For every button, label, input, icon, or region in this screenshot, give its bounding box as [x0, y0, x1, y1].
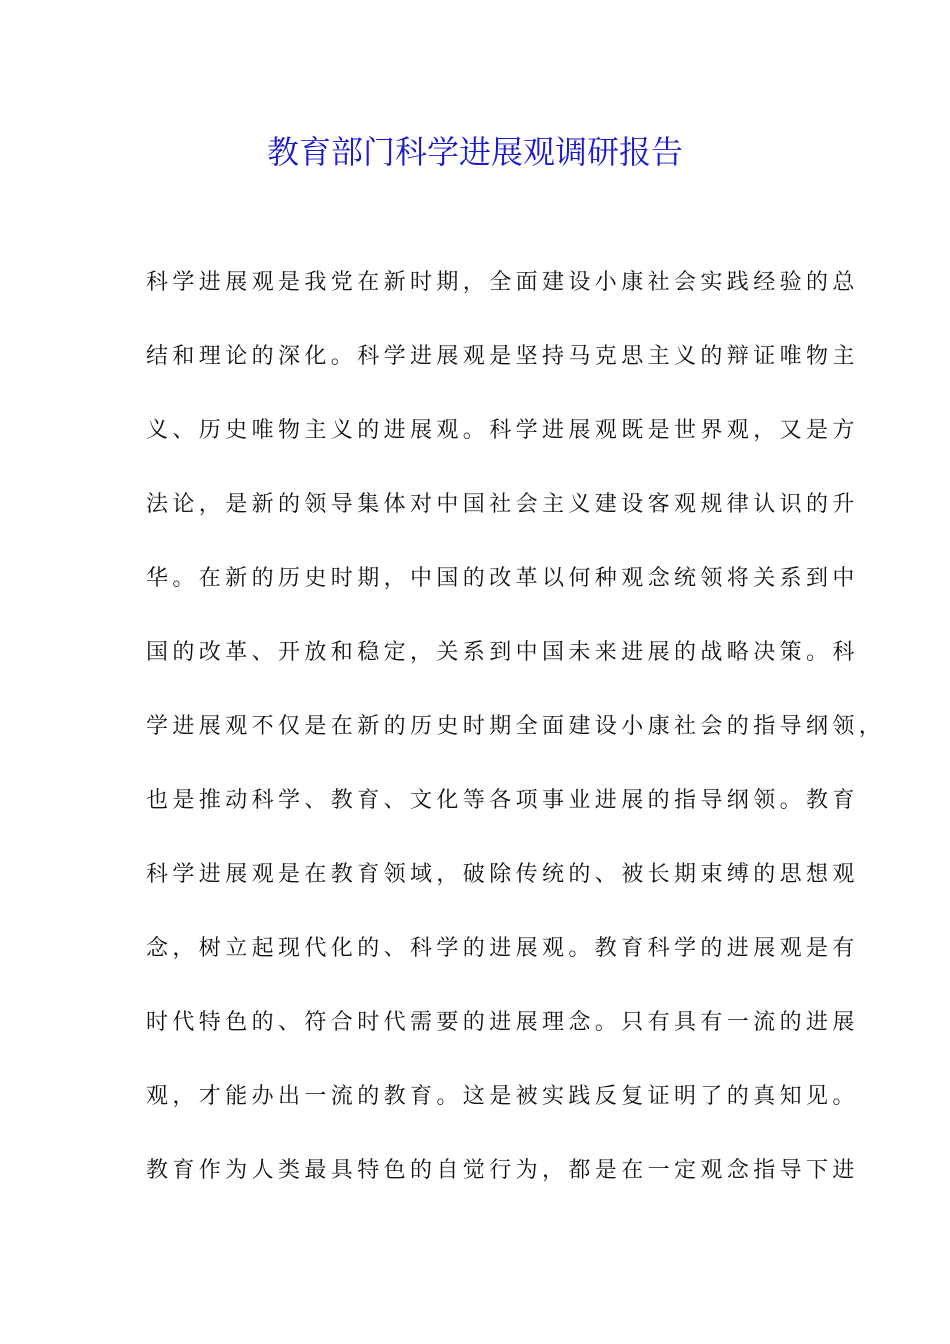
document-title: 教育部门科学进展观调研报告 [266, 133, 683, 171]
body-line: 学进展观不仅是在新的历史时期全面建设小康社会的指导纲领， [146, 714, 886, 739]
body-line: 结和理论的深化。科学进展观是坚持马克思主义的辩证唯物主 [146, 344, 859, 369]
body-line: 时代特色的、符合时代需要的进展理念。只有具有一流的进展 [146, 1010, 859, 1035]
body-line: 法论，是新的领导集体对中国社会主义建设客观规律认识的升 [146, 492, 859, 517]
body-line: 国的改革、开放和稳定，关系到中国未来进展的战略决策。科 [146, 640, 859, 665]
body-line: 教育作为人类最具特色的自觉行为，都是在一定观念指导下进 [146, 1158, 859, 1183]
body-line: 念，树立起现代化的、科学的进展观。教育科学的进展观是有 [146, 936, 859, 961]
body-line: 观，才能办出一流的教育。这是被实践反复证明了的真知见。 [146, 1084, 859, 1109]
body-line: 义、历史唯物主义的进展观。科学进展观既是世界观，又是方 [146, 418, 859, 443]
body-line: 也是推动科学、教育、文化等各项事业进展的指导纲领。教育 [146, 788, 859, 813]
body-line: 科学进展观是我党在新时期，全面建设小康社会实践经验的总 [146, 270, 859, 295]
body-line: 华。在新的历史时期，中国的改革以何种观念统领将关系到中 [146, 566, 859, 591]
body-line: 科学进展观是在教育领域，破除传统的、被长期束缚的思想观 [146, 862, 859, 887]
